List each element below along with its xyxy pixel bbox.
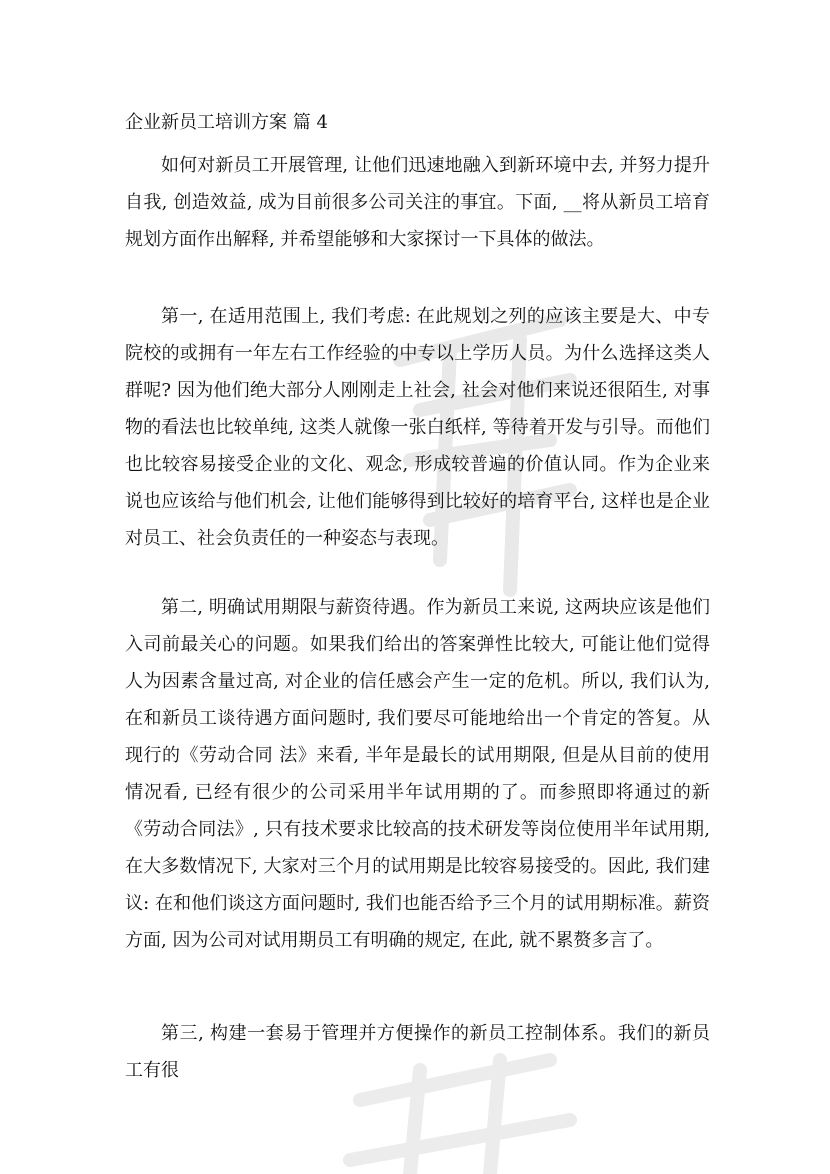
paragraph-third: 第三, 构建一套易于管理并方便操作的新员工控制体系。我们的新员工有很 <box>125 1023 710 1081</box>
paragraph-second: 第二, 明确试用期限与薪资待遇。作为新员工来说, 这两块应该是他们入司前最关心的问题。如果我们给出的答案弹性比较大, 可能让他们觉得人为因素含量过高, 对企业的信任感会产生一定的危机。所以, 我们认为, 在和新员工谈待遇方面问题时, 我们要尽可能地给出一个肯定的答复。从现行的《劳动合同 法》来看, 半年是最长的试用期限, 但是从目前的使用情况看, 已经有很少的公司采用半年试用期的了。而参照即将通过的新《劳动合同法》, 只有技术要求比较高的技术研发等岗位使用半年试用期, 在大多数情况下, 大家对三个月的试用期是比较容易接受的。因此, 我们建议: 在和他们谈这方面问题时, 我们也能否给予三个月的试用期标准。薪资方面, 因为公司对试用期员工有明确的规定, 在此, 就不累赘多言了。 <box>125 597 710 951</box>
paragraph-first: 第一, 在适用范围上, 我们考虑: 在此规划之列的应该主要是大、中专院校的或拥有一年左右工作经验的中专以上学历人员。为什么选择这类人群呢? 因为他们绝大部分人刚刚走上社会, 社会对他们来说还很陌生, 对事物的看法也比较单纯, 这类人就像一张白纸样, 等待着开发与引导。而他们也比较容易接受企业的文化、观念, 形成较普遍的价值认同。作为企业来说也应该给与他们机会, 让他们能够得到比较好的培育平台, 这样也是企业对员工、社会负责任的一种姿态与表现。 <box>125 306 710 549</box>
paragraph-intro: 如何对新员工开展管理, 让他们迅速地融入到新环境中去, 并努力提升自我, 创造效益, 成为目前很多公司关注的事宜。下面, __将从新员工培育规划方面作出解释, 并希望能够和大家探讨一下具体的做法。 <box>125 155 710 250</box>
document-title: 企业新员工培训方案 篇 4 <box>125 112 328 133</box>
